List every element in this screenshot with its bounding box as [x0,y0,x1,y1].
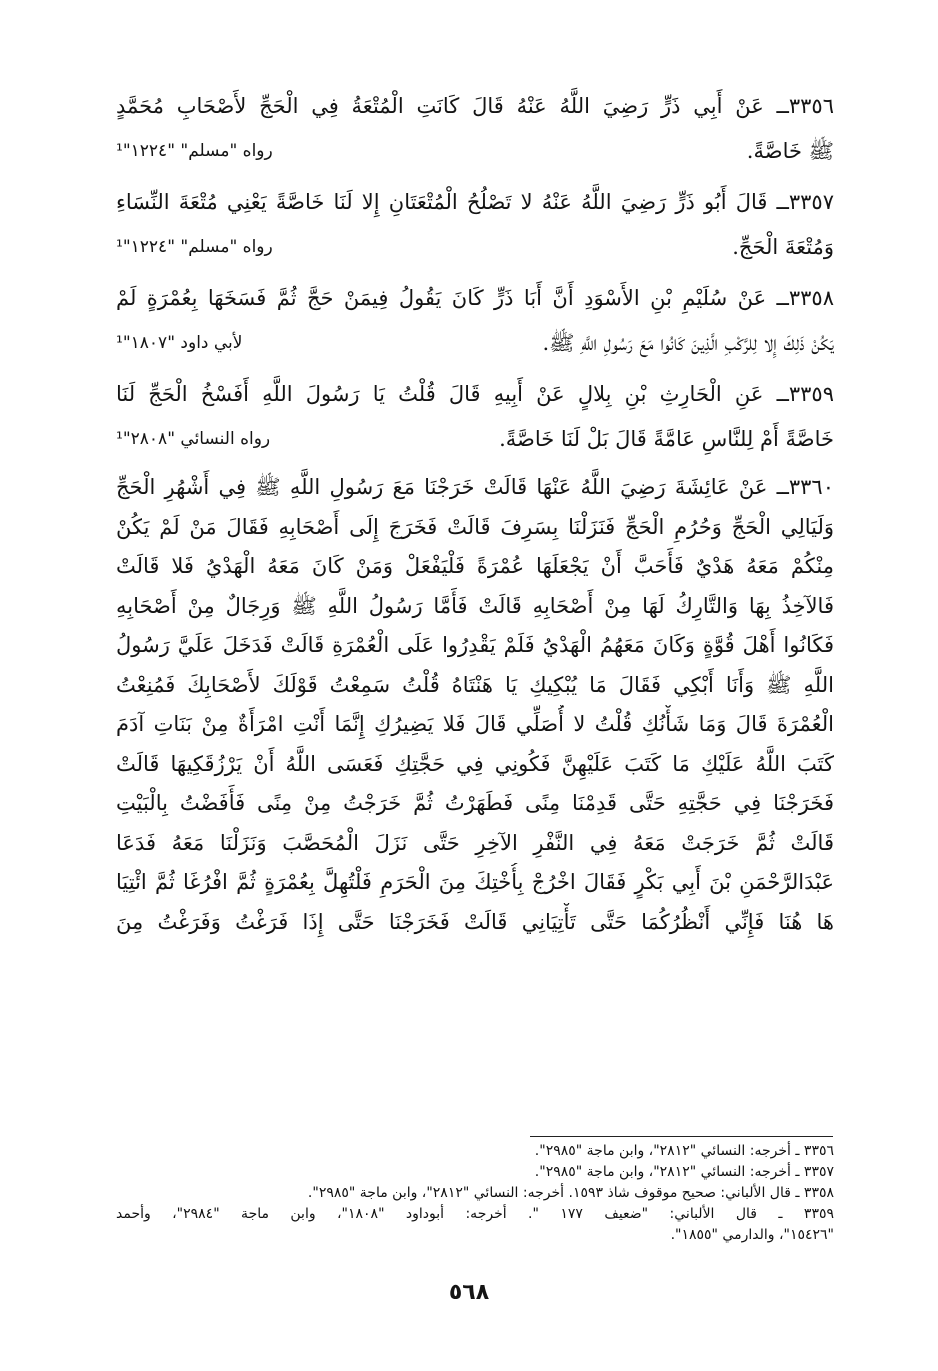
hadith-line: كَتَبَ اللَّهُ عَلَيْكِ مَا كَتَبَ عَلَيْهِنَّ فَكُونِي فِي حَجَّتِكِ فَعَسَى اللَّهُ أَنْ يَرْزُقَكِيهَا قَالَتْ [116,751,834,776]
hadith-line-end: وَمُتْعَةَ الْحَجِّ. [732,235,834,259]
hadith-source: رواه "مسلم" "١٢٢٤"¹ [116,237,273,257]
hadith-line: اللَّهِ ﷺ وَأَنَا أَبْكِي فَقَالَ مَا يُبْكِيكِ يَا هَنْتَاهُ قُلْتُ سَمِعْتُ قَوْلَكَ لأَصْحَابِكَ فَمُنِعْتُ [116,672,834,697]
hadith-source: لأبي داود "١٨٠٧"¹ [116,333,243,353]
main-text [116,84,834,942]
hadith-source: رواه "مسلم" "١٢٢٤"¹ [116,141,273,161]
hadith-line [116,129,834,174]
hadith-line-end: خَاصَّةً أَمْ لِلنَّاسِ عَامَّةً قَالَ بَلْ لَنَا خَاصَّةً. [499,427,834,451]
hadith-line: ٣٣٥٨ــ عَنْ سُلَيْمِ بْنِ الأَسْوَدِ أَنَّ أَبَا ذَرٍّ كَانَ يَقُولُ فِيمَنْ حَجَّ ثُمَّ فَسَخَهَا بِعُمْرَةٍ لَمْ [116,286,834,310]
hadith-line: مِنْكُمْ مَعَهُ هَدْيٌ فَأَحَبَّ أَنْ يَجْعَلَهَا عُمْرَةً فَلْيَفْعَلْ وَمَنْ كَانَ مَعَهُ الْهَدْيُ فَلا قَالَتْ [116,554,834,578]
hadith-line: عَبْدَالرَّحْمَنِ بْنَ أَبِي بَكْرٍ فَقَالَ اخْرُجْ بِأُخْتِكَ مِنَ الْحَرَمِ فَلْتُهِلَّ بِعُمْرَةٍ ثُمَّ افْرُغَا ثُمَّ ائْتِيَا [116,870,834,894]
footnote: ٣٣٥٧ ـ أخرجه: النسائي "٢٨١٢"، وابن ماجة "٢٩٨٥". [534,1164,834,1180]
hadith-line [116,321,834,366]
hadith-line-end: يَكُنْ ذَلِكَ إِلا لِلرَّكْبِ الَّذِينَ كَانُوا مَعَ رَسُولِ اللَّهِ ﷺ. [542,331,834,355]
hadith-3360 [116,468,834,942]
footnote: ٣٣٥٦ ـ أخرجه: النسائي "٢٨١٢"، وابن ماجة "٢٩٨٥". [534,1143,834,1159]
hadith-3359 [116,372,834,462]
footnote: ٣٣٥٨ ـ قال الألباني: صحيح موقوف شاذ ١٥٩٣. أخرجه: النسائي "٢٨١٢"، وابن ماجة "٢٩٨٥". [307,1185,834,1201]
hadith-line-end: ﷺ خَاصَّةً. [746,139,834,163]
footnote-continuation: "١٥٤٢٦"، والدارمي "١٨٥٥". [670,1227,834,1243]
hadith-line: ٣٣٦٠ــ عَنْ عَائِشَةَ رَضِيَ اللَّهُ عَنْهَا قَالَتْ خَرَجْنَا مَعَ رَسُولِ اللَّهِ ﷺ فِي أَشْهُرِ الْحَجِّ [116,475,834,499]
hadith-line: ٣٣٥٩ــ عَنِ الْحَارِثِ بْنِ بِلالٍ عَنْ أَبِيهِ قَالَ قُلْتُ يَا رَسُولَ اللَّهِ أَفَسْخُ الْحَجِّ لَنَا [116,382,834,406]
hadith-line [116,225,834,270]
hadith-source: رواه النسائي "٢٨٠٨"¹ [116,429,271,449]
hadith-line: قَالَتْ ثُمَّ خَرَجَتْ مَعَهُ فِي النَّفْرِ الآخِرِ حَتَّى نَزَلَ الْمُحَصَّبَ وَنَزَلْنَا مَعَهُ فَدَعَا [116,830,834,855]
page-number: ٥٦٨ [448,1280,490,1305]
hadith-3358 [116,276,834,366]
hadith-line: ٣٣٥٧ــ قَالَ أَبُو ذَرٍّ رَضِيَ اللَّهُ عَنْهُ لا تَصْلُحُ الْمُتْعَتَانِ إِلا لَنَا خَاصَّةً يَعْنِي مُتْعَةَ النِّسَاءِ [116,190,834,214]
hadith-3357 [116,180,834,270]
footnote-divider [530,1136,833,1137]
hadith-line: فَالآخِذُ بِهَا وَالتَّارِكُ لَهَا مِنْ أَصْحَابِهِ قَالَتْ فَأَمَّا رَسُولُ اللَّهِ ﷺ وَرِجَالٌ مِنْ أَصْحَابِهِ [116,593,834,618]
hadith-line: وَلَيَالِي الْحَجِّ وَحُرُمِ الْحَجِّ فَنَزَلْنَا بِسَرِفَ قَالَتْ فَخَرَجَ إِلَى أَصْحَابِهِ فَقَالَ مَنْ لَمْ يَكُنْ [116,514,834,539]
hadith-line: ٣٣٥٦ــ عَنْ أَبِي ذَرٍّ رَضِيَ اللَّهُ عَنْهُ قَالَ كَانَتِ الْمُتْعَةُ فِي الْحَجِّ لأَصْحَابِ مُحَمَّدٍ [116,94,834,118]
hadith-line [116,417,834,462]
hadith-line: هَا هُنَا فَإِنِّي أَنْظُرُكُمَا حَتَّى تَأْتِيَانِي قَالَتْ فَخَرَجْنَا حَتَّى إِذَا فَرَغْتُ وَفَرَغْتُ مِنَ [116,909,834,934]
footnote: ٣٣٥٩ ـ قال الألباني: "ضعيف ١٧٧ ". أخرجه: أبوداود "١٨٠٨"، وابن ماجة "٢٩٨٤"، وأحمد [116,1206,834,1222]
hadith-line: فَخَرَجْنَا فِي حَجَّتِهِ حَتَّى قَدِمْنَا مِنًى فَطَهَرْتُ ثُمَّ خَرَجْتُ مِنْ مِنًى فَأَفَضْتُ بِالْبَيْتِ [116,791,834,815]
hadith-line: فَكَانُوا أَهْلَ قُوَّةٍ وَكَانَ مَعَهُمُ الْهَدْيُ فَلَمْ يَقْدِرُوا عَلَى الْعُمْرَةِ قَالَتْ فَدَخَلَ عَلَيَّ رَسُولُ [116,633,834,657]
hadith-line: الْعُمْرَةَ قَالَ وَمَا شَأْنُكِ قُلْتُ لا أُصَلِّي قَالَ فَلا يَضِيرُكِ إِنَّمَا أَنْتِ امْرَأَةٌ مِنْ بَنَاتِ آدَمَ [116,712,834,736]
footnotes [116,1141,834,1246]
hadith-3356 [116,84,834,174]
